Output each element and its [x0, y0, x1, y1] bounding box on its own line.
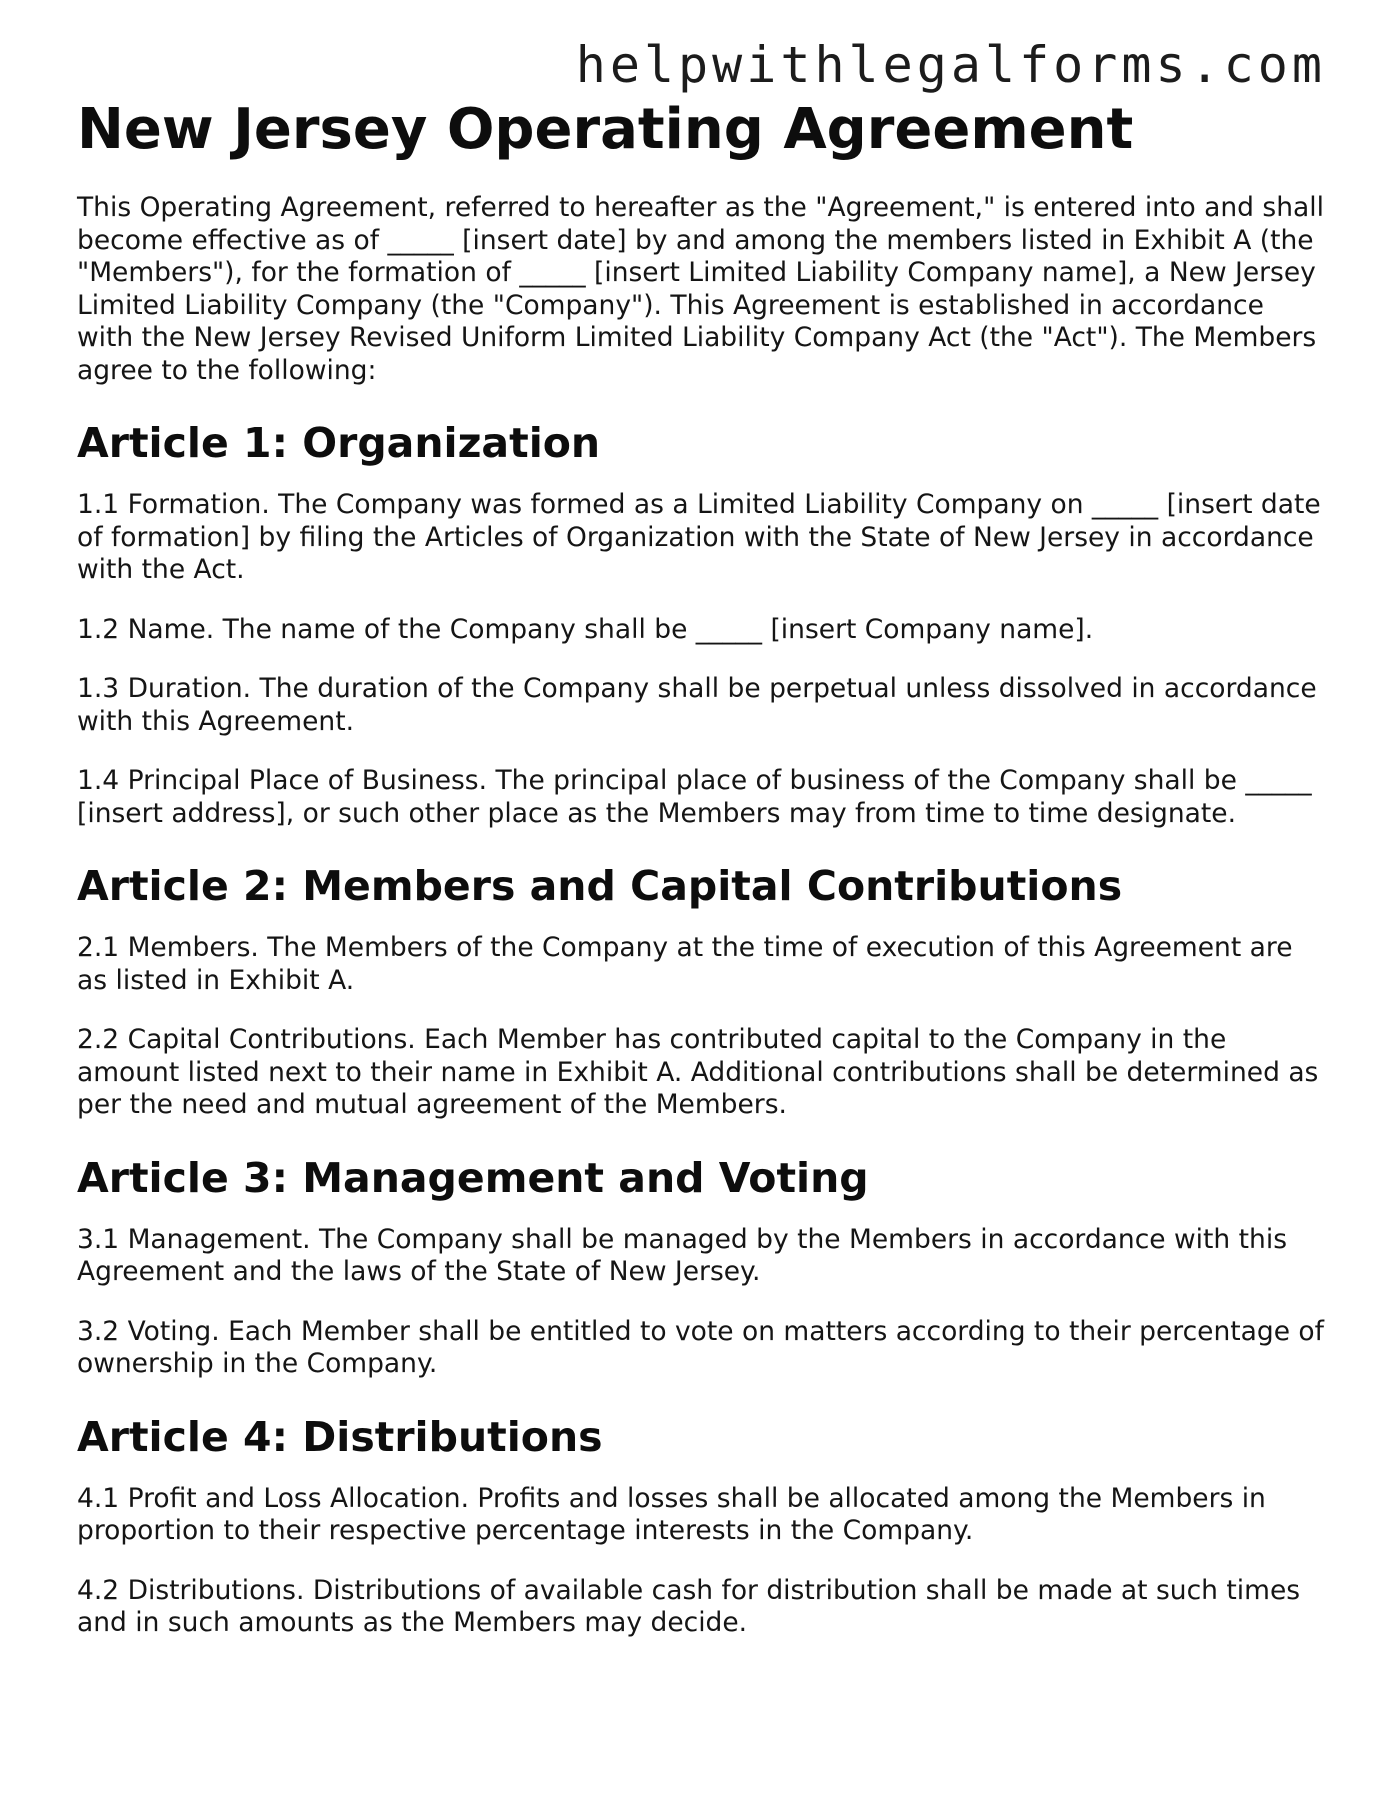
- document-title: New Jersey Operating Agreement: [77, 97, 1134, 162]
- section-2-1-members: 2.1 Members. The Members of the Company at the time of execution of this Agreement are as listed in Exhibit A.: [77, 932, 1293, 996]
- article-heading: Article 4: Distributions: [77, 1412, 603, 1461]
- section-1-2-name: 1.2 Name. The name of the Company shall be _____ [insert Company name].: [77, 613, 1094, 645]
- document-body: [77, 96, 1327, 1667]
- section-1-4-principal-place: 1.4 Principal Place of Business. The principal place of business of the Company shall be _____ [insert address], or such other place as the Members may from time to time designate.: [77, 765, 1312, 829]
- article-2-section: [77, 860, 1327, 1122]
- section-1-1-formation: 1.1 Formation. The Company was formed as a Limited Liability Company on _____ [insert date of formation] by filing the Articles of Organization with the State of New Jersey in accordance with the Act.: [77, 489, 1321, 585]
- section-1-3-duration: 1.3 Duration. The duration of the Company shall be perpetual unless dissolved in accordance with this Agreement.: [77, 673, 1317, 737]
- article-3-section: [77, 1152, 1327, 1381]
- article-heading: Article 3: Management and Voting: [77, 1153, 869, 1202]
- section-4-1-profit-loss: 4.1 Profit and Loss Allocation. Profits and losses shall be allocated among the Members in proportion to their respective percentage interests in the Company.: [77, 1482, 1266, 1546]
- article-4-section: [77, 1411, 1327, 1640]
- article-1-section: [77, 417, 1327, 830]
- intro-paragraph: This Operating Agreement, referred to hereafter as the "Agreement," is entered into and shall become effective as of _____ [insert date] by and among the members listed in Exhibit A (the "Members"), for the formation of _____ [insert Limited Liability Company name], a New Jersey Limited Liability Company (the "Company"). This Agreement is established in accordance with the New Jersey Revised Uniform Limited Liability Company Act (the "Act"). The Members agree to the following:: [77, 192, 1324, 386]
- section-3-1-management: 3.1 Management. The Company shall be managed by the Members in accordance with this Agreement and the laws of the State of New Jersey.: [77, 1223, 1288, 1287]
- article-heading: Article 2: Members and Capital Contributions: [77, 862, 1123, 910]
- section-3-2-voting: 3.2 Voting. Each Member shall be entitled to vote on matters according to their percentage of ownership in the Company.: [77, 1315, 1324, 1379]
- article-heading: Article 1: Organization: [77, 419, 601, 467]
- site-watermark: helpwithlegalforms.com: [575, 36, 1326, 94]
- section-4-2-distributions: 4.2 Distributions. Distributions of available cash for distribution shall be made at such times and in such amounts as the Members may decide.: [77, 1574, 1301, 1638]
- section-2-2-capital-contributions: 2.2 Capital Contributions. Each Member has contributed capital to the Company in the amount listed next to their name in Exhibit A. Additional contributions shall be determined as per the need and mutual agreement of the Members.: [77, 1024, 1319, 1120]
